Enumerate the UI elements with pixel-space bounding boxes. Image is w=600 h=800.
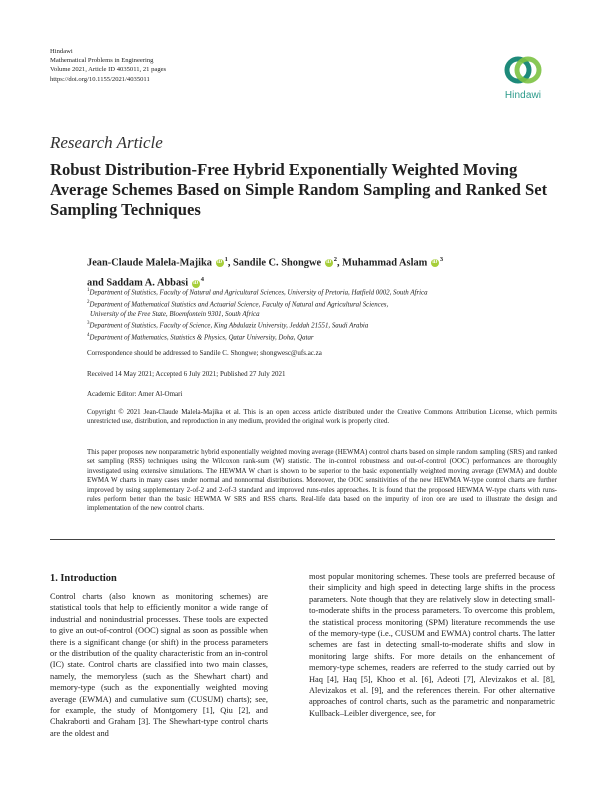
author-affiliation-number: 4 (200, 276, 204, 284)
affiliation-text: Department of Statistics, Faculty of Natural and Agricultural Sciences, University of Pretoria, Hatfield 0002, South Africa (89, 289, 428, 297)
author-affiliation-number: 1 (224, 256, 228, 263)
journal-doi[interactable]: https://doi.org/10.1155/2021/4035011 (50, 75, 150, 83)
author-affiliation-number: 3 (439, 256, 444, 263)
affiliation-3 (87, 319, 557, 331)
journal-meta (50, 47, 166, 84)
correspondence: Correspondence should be addressed to Sandile C. Shongwe; shongwesc@ufs.ac.za (87, 349, 322, 357)
orcid-icon[interactable]: iD (193, 280, 199, 286)
dates: Received 14 May 2021; Accepted 6 July 2021; Published 27 July 2021 (87, 370, 286, 378)
copyright: Copyright © 2021 Jean-Claude Malela-Majika et al. This is an open access article distributed under the Creative Commons Attribution License, which permits unrestricted use, distribution, and reproduction in any medium, provided the original work is properly cited. (87, 408, 557, 426)
author-affiliation-number: 2 (333, 256, 337, 263)
affiliation-4 (87, 331, 557, 343)
author-name[interactable]: Jean-Claude Malela-Majika (87, 257, 212, 269)
author-name[interactable]: Saddam A. Abbasi (106, 277, 189, 289)
logo-text: Hindawi (504, 90, 542, 101)
journal-publisher: Hindawi (50, 48, 73, 55)
journal-name: Mathematical Problems in Engineering (50, 57, 154, 65)
affiliation-text: University of the Free State, Bloemfontein 9301, South Africa (90, 310, 260, 318)
affiliation-number: 1 (87, 288, 90, 293)
journal-volume: Volume 2021, Article ID 4035011, 21 pages (50, 66, 167, 74)
affiliation-text: Department of Mathematics, Statistics & Physics, Qatar University, Doha, Qatar (89, 334, 314, 342)
affiliation-1 (87, 286, 557, 298)
affiliation-2-cont (87, 310, 557, 320)
article-type: Research Article (50, 133, 163, 152)
author-list: Jean-Claude Malela-Majika iD $^1$, Sandile C. Shongwe iD $^2$, Muhammad Aslam iD $^3$ and Saddam A. Abbasi iD $^4$ (87, 256, 444, 289)
orcid-icon[interactable]: iD (326, 260, 332, 266)
section-heading: 1. Introduction (50, 573, 117, 584)
author-name[interactable]: Sandile C. Shongwe (233, 257, 322, 269)
affiliation-number: 3 (87, 321, 90, 327)
affiliation-number: 4 (87, 333, 90, 339)
academic-editor: Academic Editor: Amer Al-Omari (87, 390, 183, 398)
affiliations (87, 286, 557, 343)
intro-column-1: Control charts (also known as monitoring schemes) are statistical tools that help to efficiently monitor a wide range of industrial and nonindustrial processes. These tools are expected to give an out-of-control (OOC) signal as soon as possible when there is a significant change (or shift) in the process parameters or the distribution of the quality characteristic from an in-control (IC) state. Control charts are classified into two main classes, namely, the memoryless (such as the Shewhart chart) and memory-type (such as the exponentially weighted moving average (EWMA) and cumulative sum (CUSUM) charts); see, for example, the study of Montgomery [1], Qiu [2], and Chakraborti and Graham [3]. The Shewhart-type control charts are the oldest and (50, 592, 268, 738)
abstract: This paper proposes new nonparametric hybrid exponentially weighted moving average (HEWMA) control charts based on simple random sampling (SRS) and ranked set sampling (RSS) techniques using the Wilcoxon rank-sum (W) statistic. The in-control robustness and out-of-control (OOC) performances are thoroughly investigated using extensive simulations. The HEWMA W chart is shown to be superior to the basic exponentially weighted moving average (EWMA) and double EWMA W charts in many cases under normal and nonnormal distributions. Moreover, the OOC sensitivities of the new HEWMA W-type control charts are further improved by using supplementary 2-of-2 and 2-of-3 standard and improved runs-rules approaches. It is found that the proposed HEWMA W-type charts with runs-rules perform better than the basic HEWMA W SRS and RSS charts. Real-life data based on the impurity of iron ore are used to illustrate the design and implementation of the new control charts. (87, 448, 557, 513)
intro-column-2: most popular monitoring schemes. These tools are preferred because of their simplicity and high speed in detecting large shifts in the process parameters. Note though that they are relatively slow in detecting small-to-moderate shifts in the process parameters. To overcome this problem, the statistical process monitoring (SPM) literature recommends the use of the memory-type (i.e., CUSUM and EWMA) control charts. The latter schemes are fast in detecting small-to-moderate shifts and slow in monitoring large shifts. For more details on the enhancement of memory-type schemes, readers are referred to the study carried out by Haq [4], Haq [5], Khoo et al. [6], Adeoti [7], Alevizakos et al. [8], Alevizakos et al. [9], and the references therein. For other alternative approaches of control charts, such as the parametric and nonparametric Kullback–Leibler divergence, see, for (309, 572, 555, 718)
affiliation-number: 2 (87, 299, 90, 305)
orcid-icon[interactable]: iD (432, 260, 438, 266)
affiliation-text: Department of Statistics, Faculty of Science, King Abdulaziz University, Jeddah 21551, Saudi Arabia (89, 322, 369, 330)
affiliation-2 (87, 298, 557, 310)
orcid-icon[interactable]: iD (217, 260, 223, 266)
affiliation-text: Department of Mathematical Statistics and Actuarial Science, Faculty of Natural and Agricultural Sciences, (89, 301, 389, 309)
divider (50, 539, 555, 540)
paper-title: Robust Distribution-Free Hybrid Exponentially Weighted Moving Average Schemes Based on Simple Random Sampling and Ranked Set Sampling Techniques (50, 160, 548, 219)
author-name[interactable]: Muhammad Aslam (342, 257, 428, 269)
